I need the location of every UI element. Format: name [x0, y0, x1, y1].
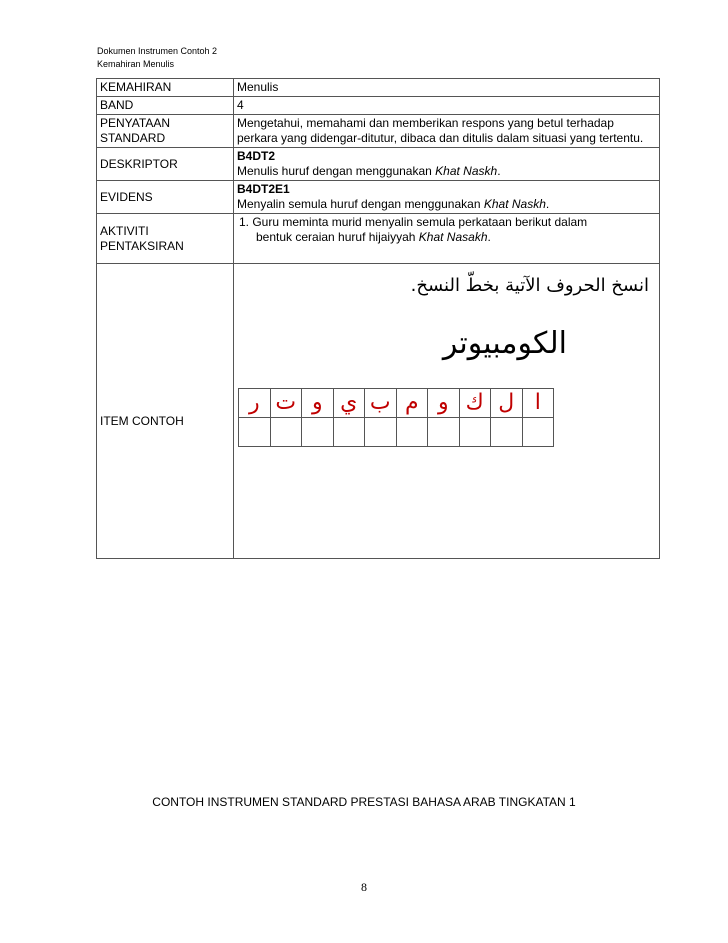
deskriptor-text	[237, 164, 656, 179]
arabic-instruction: انسخ الحروف الآتية بخطّ النسخ.	[410, 275, 649, 296]
row-evidens	[97, 181, 660, 214]
aktiviti-line-2-b: .	[487, 230, 491, 244]
label-evidens: EVIDENS	[97, 181, 234, 214]
value-pernyataan: Mengetahui, memahami dan memberikan respons yang betul terhadap perkara yang didengar-ditutur, dibaca dan ditulis dalam situasi yang tertentu.	[234, 115, 660, 148]
label-pernyataan-line-1: PENYATAAN	[100, 116, 171, 130]
label-pernyataan-line-2: STANDARD	[100, 131, 166, 145]
label-aktiviti	[97, 214, 234, 264]
row-item-contoh	[97, 264, 660, 559]
row-band	[97, 97, 660, 115]
letter-cell: و	[302, 389, 334, 418]
blank-cell[interactable]	[333, 418, 365, 447]
row-aktiviti	[97, 214, 660, 264]
blank-cell[interactable]	[302, 418, 334, 447]
letter-grid-blank-row	[239, 418, 554, 447]
blank-cell[interactable]	[270, 418, 302, 447]
letter-cell: ت	[270, 389, 302, 418]
page-number: 8	[361, 880, 367, 894]
blank-cell[interactable]	[239, 418, 271, 447]
arabic-word: الكومبيوتر	[442, 326, 567, 361]
blank-cell[interactable]	[428, 418, 460, 447]
letter-grid-answer-row	[239, 389, 554, 418]
deskriptor-code: B4DT2	[237, 149, 276, 163]
label-kemahiran: KEMAHIRAN	[97, 79, 234, 97]
letter-cell: و	[428, 389, 460, 418]
letter-cell: ك	[459, 389, 491, 418]
label-deskriptor: DESKRIPTOR	[97, 148, 234, 181]
aktiviti-line-2-italic: Khat Nasakh	[418, 230, 488, 244]
label-band: BAND	[97, 97, 234, 115]
evidens-code: B4DT2E1	[237, 182, 290, 196]
evidens-text-b: .	[545, 197, 550, 211]
blank-cell[interactable]	[491, 418, 523, 447]
instrument-table	[96, 78, 660, 559]
letter-cell: ا	[522, 389, 554, 418]
label-pernyataan	[97, 115, 234, 148]
deskriptor-text-b: .	[497, 164, 501, 178]
label-aktiviti-line-2: PENTAKSIRAN	[100, 238, 184, 253]
blank-cell[interactable]	[365, 418, 397, 447]
value-aktiviti	[234, 214, 660, 264]
header-line-1: Dokumen Instrumen Contoh 2	[97, 46, 218, 56]
evidens-text-a: Menyalin semula huruf dengan menggunakan	[237, 197, 484, 211]
deskriptor-text-italic: Khat Naskh	[435, 164, 498, 178]
letter-cell: ل	[491, 389, 523, 418]
blank-cell[interactable]	[522, 418, 554, 447]
document-header	[97, 45, 217, 71]
aktiviti-line-1: 1. Guru meminta murid menyalin semula perkataan berikut dalam	[239, 215, 588, 229]
aktiviti-line-2	[237, 230, 656, 245]
letter-cell: ي	[333, 389, 365, 418]
letter-cell: م	[396, 389, 428, 418]
value-deskriptor	[234, 148, 660, 181]
label-item-cell	[97, 264, 234, 559]
label-aktiviti-line-1: AKTIVITI	[100, 223, 149, 238]
blank-cell[interactable]	[459, 418, 491, 447]
letter-cell: ر	[239, 389, 271, 418]
evidens-text	[237, 197, 656, 212]
row-kemahiran	[97, 79, 660, 97]
header-line-2: Kemahiran Menulis	[97, 59, 175, 69]
aktiviti-line-2-a: bentuk ceraian huruf hijaiyyah	[256, 230, 419, 244]
row-pernyataan	[97, 115, 660, 148]
deskriptor-text-a: Menulis huruf dengan menggunakan	[237, 164, 436, 178]
letter-cell: ب	[365, 389, 397, 418]
evidens-text-italic: Khat Naskh	[483, 197, 546, 211]
blank-cell[interactable]	[396, 418, 428, 447]
item-contoh-cell	[234, 264, 660, 559]
value-kemahiran: Menulis	[234, 79, 660, 97]
value-band: 4	[234, 97, 660, 115]
value-evidens	[234, 181, 660, 214]
row-deskriptor	[97, 148, 660, 181]
footer-title: CONTOH INSTRUMEN STANDARD PRESTASI BAHASA ARAB TINGKATAN 1	[152, 795, 576, 809]
label-item-contoh: ITEM CONTOH	[100, 414, 184, 428]
letter-grid	[238, 388, 554, 447]
